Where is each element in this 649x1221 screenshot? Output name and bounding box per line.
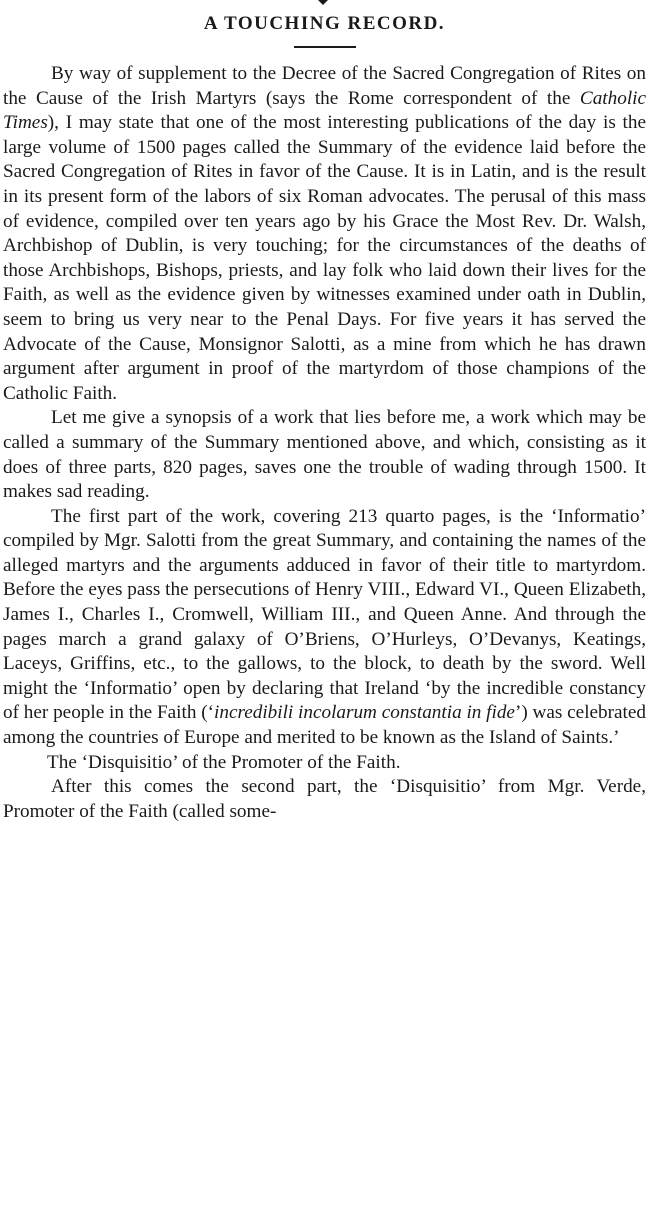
newspaper-name: Catholic Times (3, 87, 646, 134)
article-title: A TOUCHING RECORD. (203, 13, 446, 34)
paragraph-2: Let me give a synopsis of a work that lies before me, a work which may be called a summary of the Summary mentioned above, and which, consisting as it does of three parts, 820 pages, saves one the trouble of wading through 1500. It makes sad reading. (3, 407, 646, 503)
paragraph-4: After this comes the second part, the ‘Disquisitio’ from Mgr. Verde, Promoter of the Faith (called some- (3, 776, 646, 822)
latin-quote: incredibili incolarum constantia in fide (214, 702, 515, 724)
title-divider (294, 46, 356, 48)
paragraph-3 (3, 505, 646, 751)
paragraph-1-text-a: By way of supplement to the Decree of the Sacred Congregation of Rites on the Cause of the Irish Martyrs (says the Rome correspondent of the (3, 63, 646, 109)
article (3, 0, 646, 824)
paragraph-3-text-c: ’) was celebrated among the countries of Europe and merited to be known as the Island of Saints.’ (3, 702, 646, 749)
paragraph-3-text-a: The first part of the work, covering 213 quarto pages, is the ‘Informatio’ compiled by Mgr. Salotti from the great Summary, and containing the names of the alleged martyrs and the arguments adduced in favor of their title to martyrdom. Before the eyes pass the persecutions of Henry VIII., Edward VI., Queen Elizabeth, James I., Charles I., Cromwell, William III., and Queen Anne. And through the pages march a grand galaxy of O’Briens, O’Hurleys, O’Devanys, Keatings, Laceys, Griffins, etc., to the gallows, to the block, to death by the sword. Well might the ‘Informatio’ open by declaring that Ireland ‘by the incredible constancy of her people in the Faith (‘ (3, 505, 646, 724)
section-subheading: The ‘Disquisitio’ of the Promoter of the Faith. (47, 751, 401, 773)
paragraph-1-text-c: ), I may state that one of the most interesting publications of the day is the large volume of 1500 pages called the Summary of the evidence laid before the Sacred Congregation of Rites in favor of the Cause. It is in Latin, and is the result in its present form of the labors of six Roman advocates. The perusal of this mass of evidence, compiled over ten years ago by his Grace the Most Rev. Dr. Walsh, Archbishop of Dublin, is very touching; for the circumstances of the deaths of those Archbishops, Bishops, priests, and lay folk who laid down their lives for the Faith, as well as the evidence given by witnesses examined under oath in Dublin, seem to bring us very near to the Penal Days. For five years it has served the Advocate of the Cause, Monsignor Salotti, as a mine from which he has drawn argument after argument in proof of the martyrdom of those champions of the Catholic Faith. (3, 112, 646, 404)
paragraph-1 (3, 62, 646, 406)
